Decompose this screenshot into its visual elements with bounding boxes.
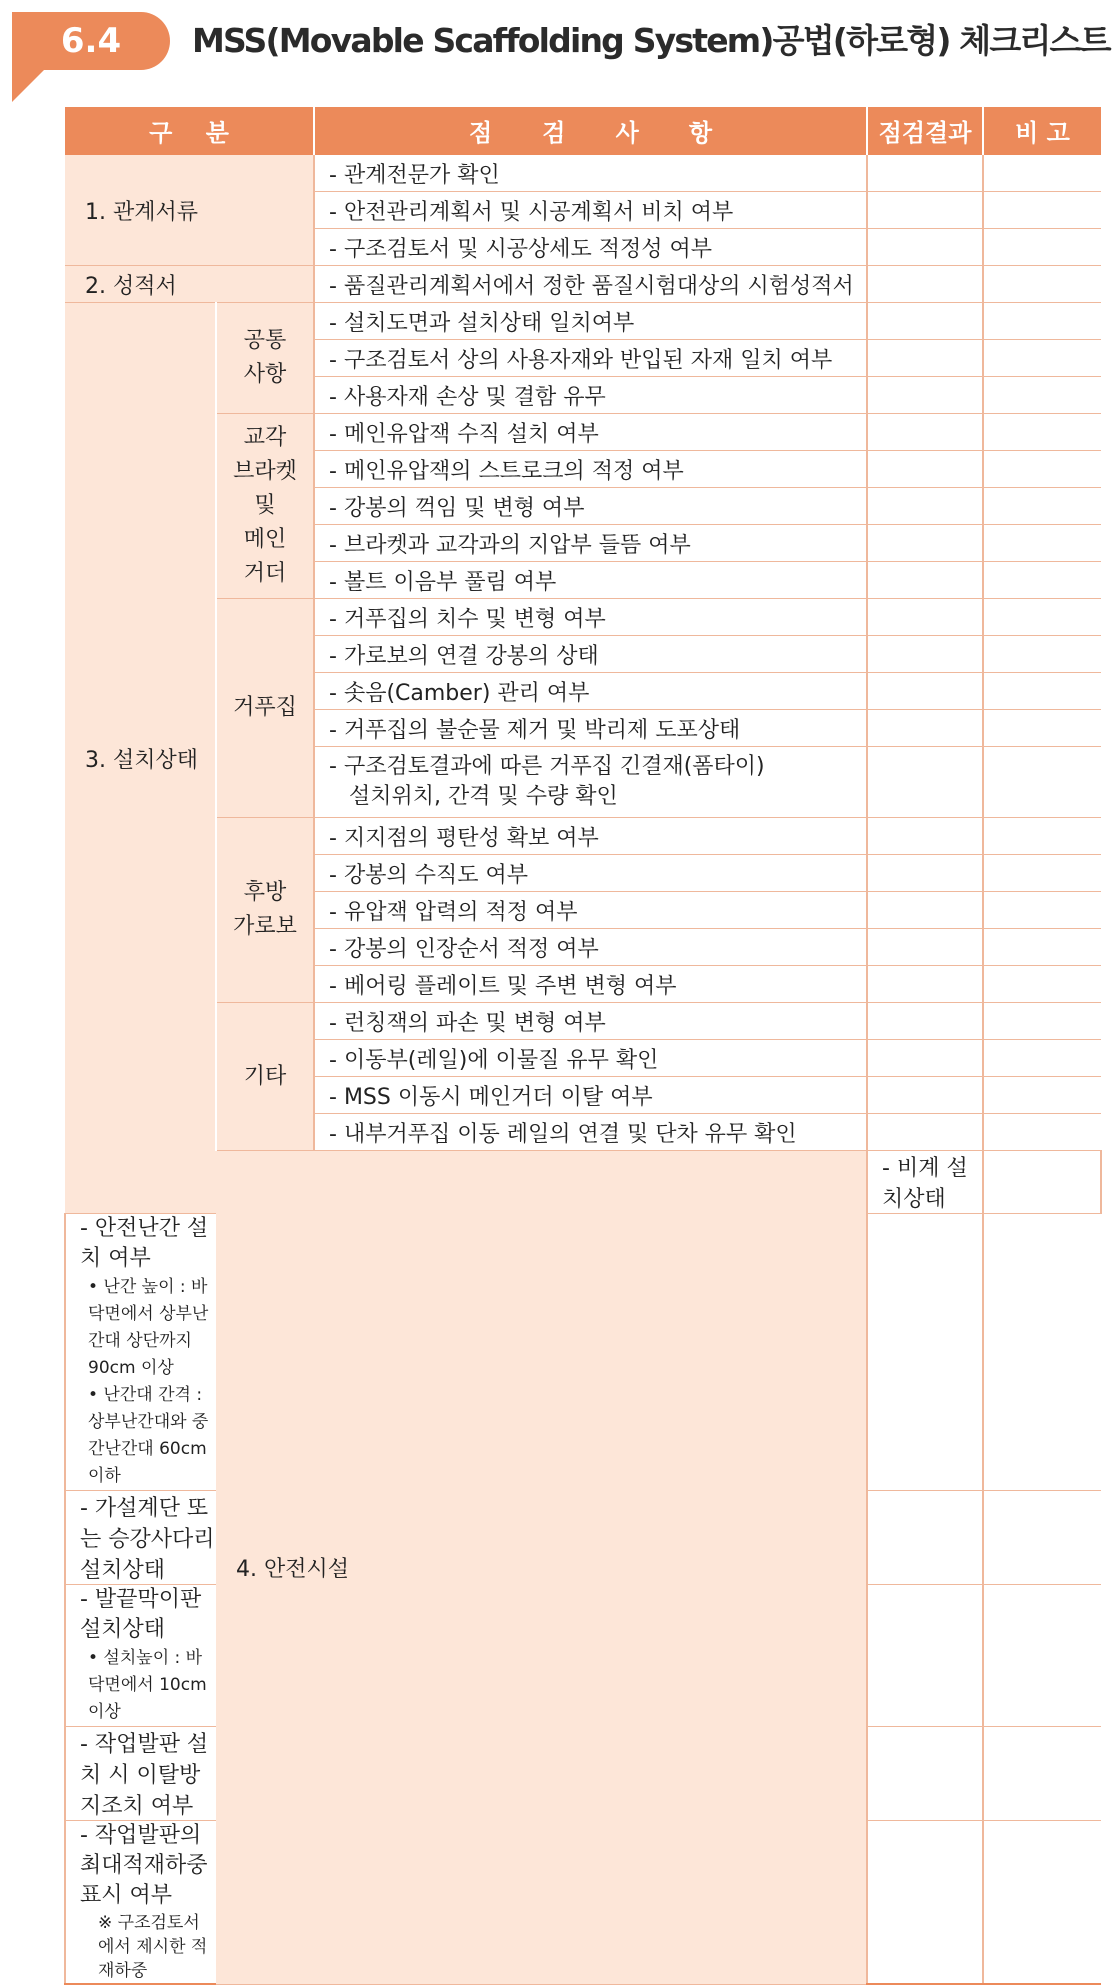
result-cell[interactable]	[867, 303, 983, 340]
note-cell[interactable]	[983, 562, 1101, 599]
note-cell[interactable]	[983, 1727, 1101, 1821]
check-item: - 안전관리계획서 및 시공계획서 비치 여부	[314, 192, 867, 229]
check-item-line: - 안전난간 설치 여부	[80, 1216, 209, 1271]
table-row	[65, 266, 1101, 303]
result-cell[interactable]	[867, 747, 983, 818]
check-item: - 구조검토서 및 시공상세도 적정성 여부	[314, 229, 867, 266]
result-cell[interactable]	[867, 451, 983, 488]
check-item: - 비계 설치상태	[867, 1151, 983, 1214]
check-item: - 구조검토서 상의 사용자재와 반입된 자재 일치 여부	[314, 340, 867, 377]
check-item: - 품질관리계획서에서 정한 품질시험대상의 시험성적서	[314, 266, 867, 303]
note-cell[interactable]	[983, 1491, 1101, 1585]
note-cell[interactable]	[983, 747, 1101, 818]
table-row	[65, 414, 1101, 451]
note-cell[interactable]	[983, 599, 1101, 636]
check-item	[65, 1821, 216, 1985]
table-row	[65, 818, 1101, 855]
category-reports: 2. 성적서	[65, 266, 314, 303]
check-item: - 가설계단 또는 승강사다리 설치상태	[65, 1491, 216, 1585]
check-item: - 내부거푸집 이동 레일의 연결 및 단차 유무 확인	[314, 1114, 867, 1151]
note-cell[interactable]	[983, 929, 1101, 966]
result-cell[interactable]	[867, 1114, 983, 1151]
note-cell[interactable]	[983, 892, 1101, 929]
note-cell[interactable]	[983, 192, 1101, 229]
note-cell[interactable]	[983, 1214, 1101, 1491]
result-cell[interactable]	[867, 488, 983, 525]
subcategory-bracket-girder: 교각 브라켓 및 메인 거더	[216, 414, 314, 599]
note-cell[interactable]	[983, 451, 1101, 488]
result-cell[interactable]	[867, 414, 983, 451]
check-item-detail: • 설치높이 : 바닥면에서 10cm 이상	[88, 1648, 207, 1722]
check-item: - 관계전문가 확인	[314, 154, 867, 192]
check-item: - 메인유압잭 수직 설치 여부	[314, 414, 867, 451]
category-safety: 4. 안전시설	[216, 1151, 867, 1985]
note-cell[interactable]	[983, 303, 1101, 340]
check-item	[65, 1585, 216, 1727]
result-cell[interactable]	[867, 377, 983, 414]
check-item: - 베어링 플레이트 및 주변 변형 여부	[314, 966, 867, 1003]
result-cell[interactable]	[867, 818, 983, 855]
result-cell[interactable]	[867, 229, 983, 266]
note-cell[interactable]	[983, 1040, 1101, 1077]
note-cell[interactable]	[983, 377, 1101, 414]
table-row	[65, 303, 1101, 340]
subcategory-formwork: 거푸집	[216, 599, 314, 818]
check-item-line: - 발끝막이판 설치상태	[80, 1587, 202, 1642]
check-item: - 유압잭 압력의 적정 여부	[314, 892, 867, 929]
subcategory-other: 기타	[216, 1003, 314, 1151]
check-item: - 강봉의 꺽임 및 변형 여부	[314, 488, 867, 525]
result-cell[interactable]	[867, 1077, 983, 1114]
header-result: 점검결과	[867, 107, 983, 154]
note-cell[interactable]	[983, 1003, 1101, 1040]
check-item-detail: • 난간대 간격 : 상부난간대와 중간난간대 60cm 이하	[88, 1385, 209, 1486]
result-cell[interactable]	[867, 1585, 983, 1727]
check-item: - 강봉의 수직도 여부	[314, 855, 867, 892]
check-item-line: - 작업발판의 최대적재하중 표시 여부	[80, 1823, 208, 1908]
result-cell[interactable]	[867, 710, 983, 747]
table-row	[65, 599, 1101, 636]
check-item-detail: • 난간 높이 : 바닥면에서 상부난간대 상단까지 90cm 이상	[88, 1277, 209, 1378]
note-cell[interactable]	[983, 1114, 1101, 1151]
check-item: - 사용자재 손상 및 결함 유무	[314, 377, 867, 414]
note-cell[interactable]	[983, 1821, 1101, 1985]
check-item: - 거푸집의 치수 및 변형 여부	[314, 599, 867, 636]
result-cell[interactable]	[867, 192, 983, 229]
check-item-detail: ※ 구조검토서에서 제시한 적재하중	[98, 1913, 208, 1981]
category-installation: 3. 설치상태	[65, 303, 216, 1214]
result-cell[interactable]	[983, 1151, 1101, 1214]
note-cell[interactable]	[983, 154, 1101, 192]
page-title: MSS(Movable Scaffolding System)공법(하로형) 체크리스트	[192, 21, 1110, 60]
table-row	[65, 1003, 1101, 1040]
check-item: - MSS 이동시 메인거더 이탈 여부	[314, 1077, 867, 1114]
result-cell[interactable]	[867, 636, 983, 673]
result-cell[interactable]	[867, 1821, 983, 1985]
category-documents: 1. 관계서류	[65, 154, 314, 266]
note-cell[interactable]	[983, 414, 1101, 451]
note-cell[interactable]	[983, 1585, 1101, 1727]
result-cell[interactable]	[867, 1727, 983, 1821]
check-item: - 메인유압잭의 스트로크의 적정 여부	[314, 451, 867, 488]
section-number: 6.4	[60, 21, 122, 61]
note-cell[interactable]	[983, 710, 1101, 747]
header-category: 구 분	[65, 107, 314, 154]
note-cell[interactable]	[983, 1077, 1101, 1114]
check-item: - 런칭잭의 파손 및 변형 여부	[314, 1003, 867, 1040]
check-item-line: 설치위치, 간격 및 수량 확인	[349, 784, 618, 809]
note-cell[interactable]	[983, 229, 1101, 266]
result-cell[interactable]	[867, 1040, 983, 1077]
result-cell[interactable]	[867, 599, 983, 636]
note-cell[interactable]	[983, 525, 1101, 562]
result-cell[interactable]	[867, 1214, 983, 1491]
checklist-table	[64, 107, 1101, 1985]
check-item	[314, 747, 867, 818]
result-cell[interactable]	[867, 154, 983, 192]
check-item: - 볼트 이음부 풀림 여부	[314, 562, 867, 599]
check-item: - 솟음(Camber) 관리 여부	[314, 673, 867, 710]
subcategory-rear-beam: 후방 가로보	[216, 818, 314, 1003]
check-item: - 설치도면과 설치상태 일치여부	[314, 303, 867, 340]
check-item: - 이동부(레일)에 이물질 유무 확인	[314, 1040, 867, 1077]
note-cell[interactable]	[983, 266, 1101, 303]
check-item-line: - 구조검토결과에 따른 거푸집 긴결재(폼타이)	[329, 754, 765, 779]
subcategory-common: 공통 사항	[216, 303, 314, 414]
result-cell[interactable]	[867, 966, 983, 1003]
note-cell[interactable]	[983, 818, 1101, 855]
table-row	[65, 1151, 1101, 1214]
result-cell[interactable]	[867, 340, 983, 377]
note-cell[interactable]	[983, 636, 1101, 673]
result-cell[interactable]	[867, 929, 983, 966]
check-item: - 브라켓과 교각과의 지압부 들뜸 여부	[314, 525, 867, 562]
result-cell[interactable]	[867, 562, 983, 599]
note-cell[interactable]	[983, 340, 1101, 377]
check-item	[65, 1214, 216, 1491]
check-item: - 가로보의 연결 강봉의 상태	[314, 636, 867, 673]
check-item: - 강봉의 인장순서 적정 여부	[314, 929, 867, 966]
result-cell[interactable]	[867, 1491, 983, 1585]
note-cell[interactable]	[983, 673, 1101, 710]
result-cell[interactable]	[867, 855, 983, 892]
result-cell[interactable]	[867, 1003, 983, 1040]
header-items: 점 검 사 항	[314, 107, 867, 154]
result-cell[interactable]	[867, 525, 983, 562]
header-note: 비 고	[983, 107, 1101, 154]
check-item: - 작업발판 설치 시 이탈방지조치 여부	[65, 1727, 216, 1821]
result-cell[interactable]	[867, 266, 983, 303]
note-cell[interactable]	[983, 966, 1101, 1003]
result-cell[interactable]	[867, 673, 983, 710]
check-item: - 거푸집의 불순물 제거 및 박리제 도포상태	[314, 710, 867, 747]
check-item: - 지지점의 평탄성 확보 여부	[314, 818, 867, 855]
note-cell[interactable]	[983, 855, 1101, 892]
note-cell[interactable]	[983, 488, 1101, 525]
result-cell[interactable]	[867, 892, 983, 929]
header-row	[65, 107, 1101, 154]
table-row	[65, 154, 1101, 192]
